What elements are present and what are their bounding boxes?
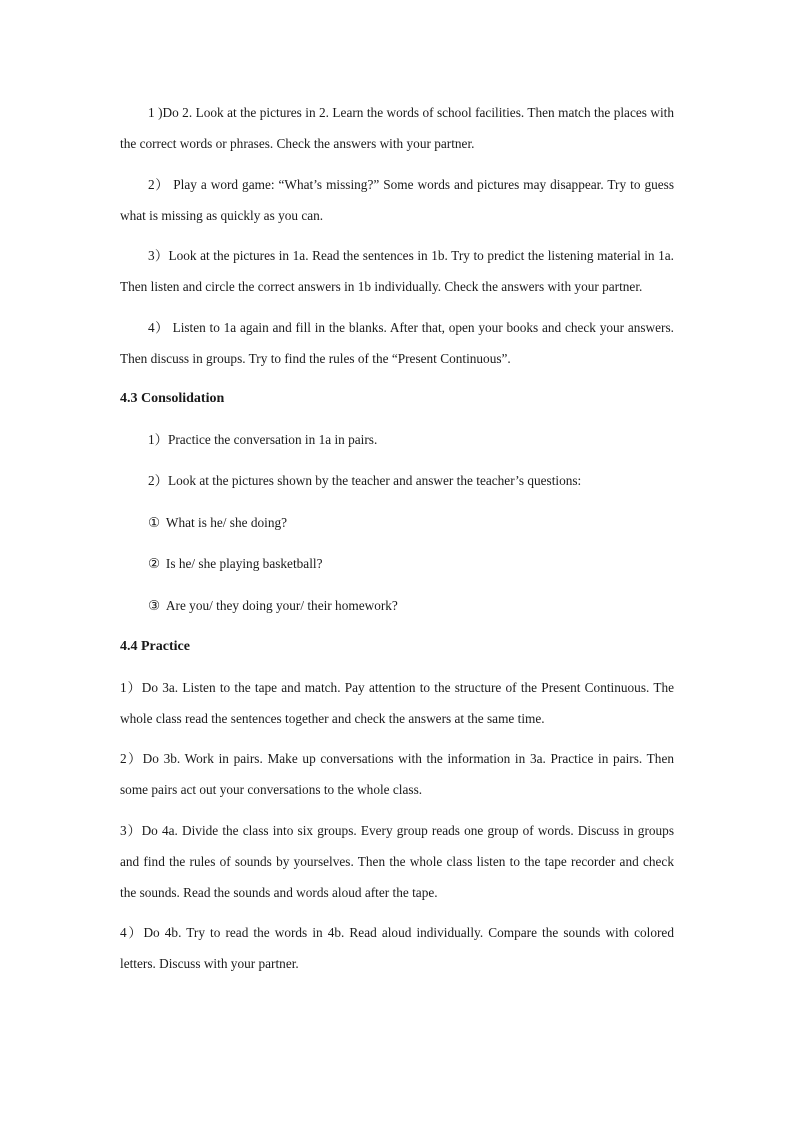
consolidation-item-2: 2）Look at the pictures shown by the teacher and answer the teacher’s questions:: [148, 473, 582, 488]
question-3: [120, 590, 674, 621]
question-3-text: Are you/ they doing your/ their homework?: [165, 597, 398, 613]
question-3-marker: ③: [148, 597, 160, 613]
question-2-text: Is he/ she playing basketball?: [165, 556, 323, 571]
practice-paragraph-2: 2）Do 3b. Work in pairs. Make up conversations with the information in 3a. Practice in pairs. Then some pairs act out your conversations to the whole class.: [120, 751, 674, 797]
practice-paragraph-3: 3）Do 4a. Divide the class into six groups. Every group reads one group of words. Discuss in groups and find the rules of sounds by yourselves. Then the whole class listen to the tape recorder and check the sounds. Read the sounds and words aloud after the tape.: [120, 822, 674, 900]
step-paragraph-1: 1 )Do 2. Look at the pictures in 2. Learn the words of school facilities. Then match the places with the correct words or phrases. Check the answers with your partner.: [120, 105, 674, 151]
step-paragraph-3: 3）Look at the pictures in 1a. Read the sentences in 1b. Try to predict the listening material in 1a. Then listen and circle the correct answers in 1b individually. Check the answers with your partner.: [120, 248, 674, 294]
step-paragraph-4: 4） Listen to 1a again and fill in the blanks. After that, open your books and check your answers. Then discuss in groups. Try to find the rules of the “Present Continuous”.: [120, 319, 674, 366]
question-1-marker: ①: [148, 514, 160, 530]
document-page: [120, 97, 674, 989]
step-paragraph-2: 2） Play a word game: “What’s missing?” Some words and pictures may disappear. Try to guess what is missing as quickly as you can.: [120, 176, 674, 223]
question-2: [120, 548, 674, 579]
question-2-marker: ②: [148, 556, 160, 571]
practice-paragraph-4: 4）Do 4b. Try to read the words in 4b. Read aloud individually. Compare the sounds with colored letters. Discuss with your partner.: [120, 925, 674, 971]
practice-heading: 4.4 Practice: [120, 639, 190, 654]
consolidation-item-1: 1）Practice the conversation in 1a in pairs.: [148, 431, 378, 447]
question-1-text: What is he/ she doing?: [165, 514, 288, 530]
question-1: [120, 507, 674, 538]
consolidation-heading: 4.3 Consolidation: [120, 391, 225, 406]
practice-paragraph-1: 1）Do 3a. Listen to the tape and match. Pay attention to the structure of the Present Continuous. The whole class read the sentences together and check the answers at the same time.: [120, 679, 674, 726]
